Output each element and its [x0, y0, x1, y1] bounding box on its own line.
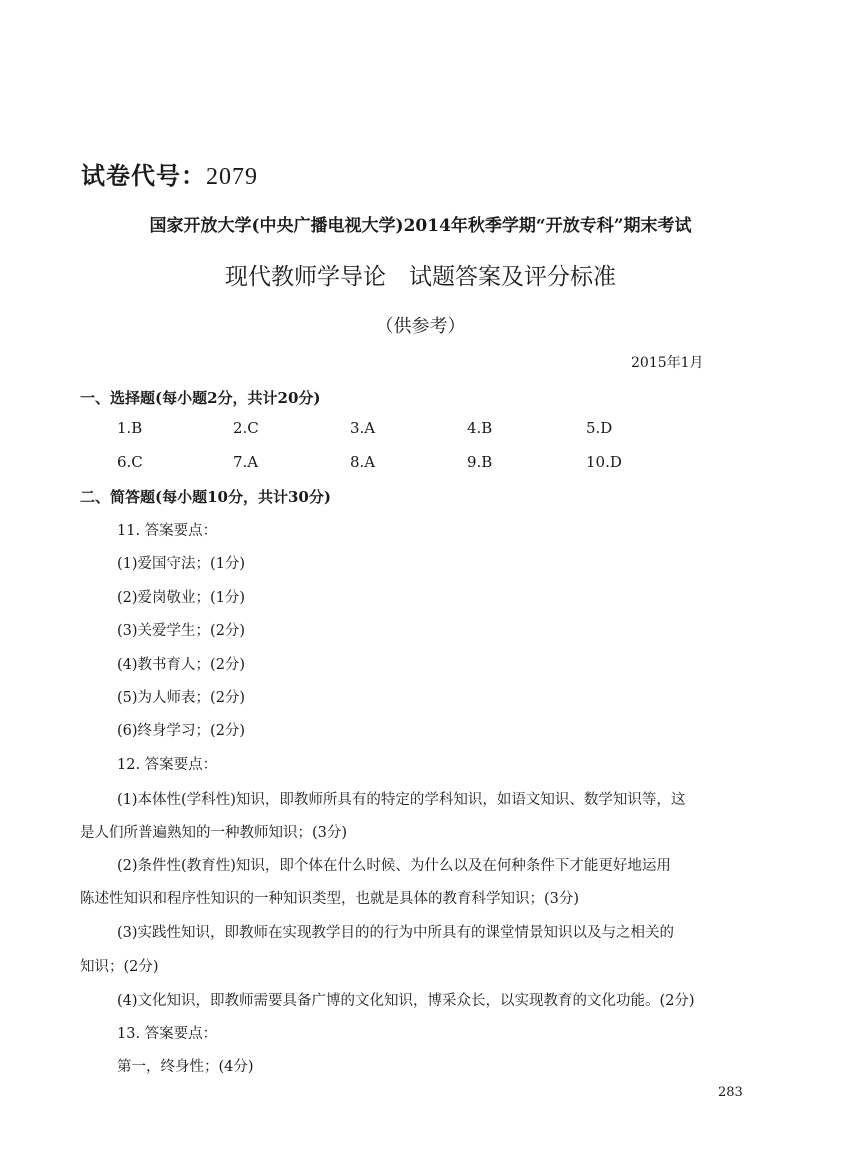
q11-point-2: (2)爱岗敬业；(1分): [117, 590, 246, 606]
section-2-title: 二、简答题(每小题10分，共计30分): [80, 488, 331, 506]
answer-6: 6.C: [117, 453, 143, 471]
answer-4: 4.B: [467, 419, 493, 437]
q13-heading: 13. 答案要点：: [117, 1026, 218, 1042]
q11-heading: 11. 答案要点：: [117, 523, 218, 539]
answer-8: 8.A: [350, 453, 376, 471]
answer-7: 7.A: [233, 453, 259, 471]
q12-p3-line2: 知识；(2分): [80, 959, 159, 975]
q11-point-5: (5)为人师表；(2分): [117, 690, 246, 706]
exam-title: 国家开放大学(中央广播电视大学)2014年秋季学期“开放专科”期末考试: [149, 216, 692, 236]
page-number: 283: [718, 1085, 743, 1100]
q13-point-1: 第一，终身性；(4分): [117, 1059, 254, 1075]
q11-point-3: (3)关爱学生；(2分): [117, 623, 246, 639]
q12-p3-line1: (3)实践性知识，即教师在实现教学目的的行为中所具有的课堂情景知识以及与之相关的: [117, 925, 675, 941]
q12-p1-line1: (1)本体性(学科性)知识，即教师所具有的特定的学科知识，如语文知识、数学知识等，这: [117, 792, 686, 808]
exam-code: [81, 156, 258, 191]
answer-9: 9.B: [467, 453, 493, 471]
answer-5: 5.D: [586, 419, 613, 437]
section-1-title: 一、选择题(每小题2分，共计20分): [80, 389, 321, 407]
answer-3: 3.A: [350, 419, 376, 437]
q12-p2-line1: (2)条件性(教育性)知识，即个体在什么时候、为什么以及在何种条件下才能更好地运用: [117, 858, 671, 874]
answer-2: 2.C: [233, 419, 259, 437]
q11-point-4: (4)教书育人；(2分): [117, 657, 246, 673]
answer-10: 10.D: [586, 453, 622, 471]
q11-point-1: (1)爱国守法；(1分): [117, 556, 246, 572]
q12-heading: 12. 答案要点：: [117, 757, 218, 773]
exam-code-value: 2079: [206, 164, 258, 190]
reference-note: （供参考）: [375, 316, 466, 337]
q12-p2-line2: 陈述性知识和程序性知识的一种知识类型，也就是具体的教育科学知识；(3分): [80, 891, 580, 907]
exam-date: 2015年1月: [631, 355, 704, 371]
q11-point-6: (6)终身学习；(2分): [117, 723, 246, 739]
q12-p1-line2: 是人们所普遍熟知的一种教师知识；(3分): [80, 825, 348, 841]
q12-p4: (4)文化知识，即教师需要具备广博的文化知识，博采众长，以实现教育的文化功能。(2分): [117, 993, 695, 1009]
exam-code-label: 试卷代号：: [81, 161, 206, 190]
paper-title: 现代教师学导论 试题答案及评分标准: [225, 264, 616, 290]
answer-1: 1.B: [117, 419, 143, 437]
